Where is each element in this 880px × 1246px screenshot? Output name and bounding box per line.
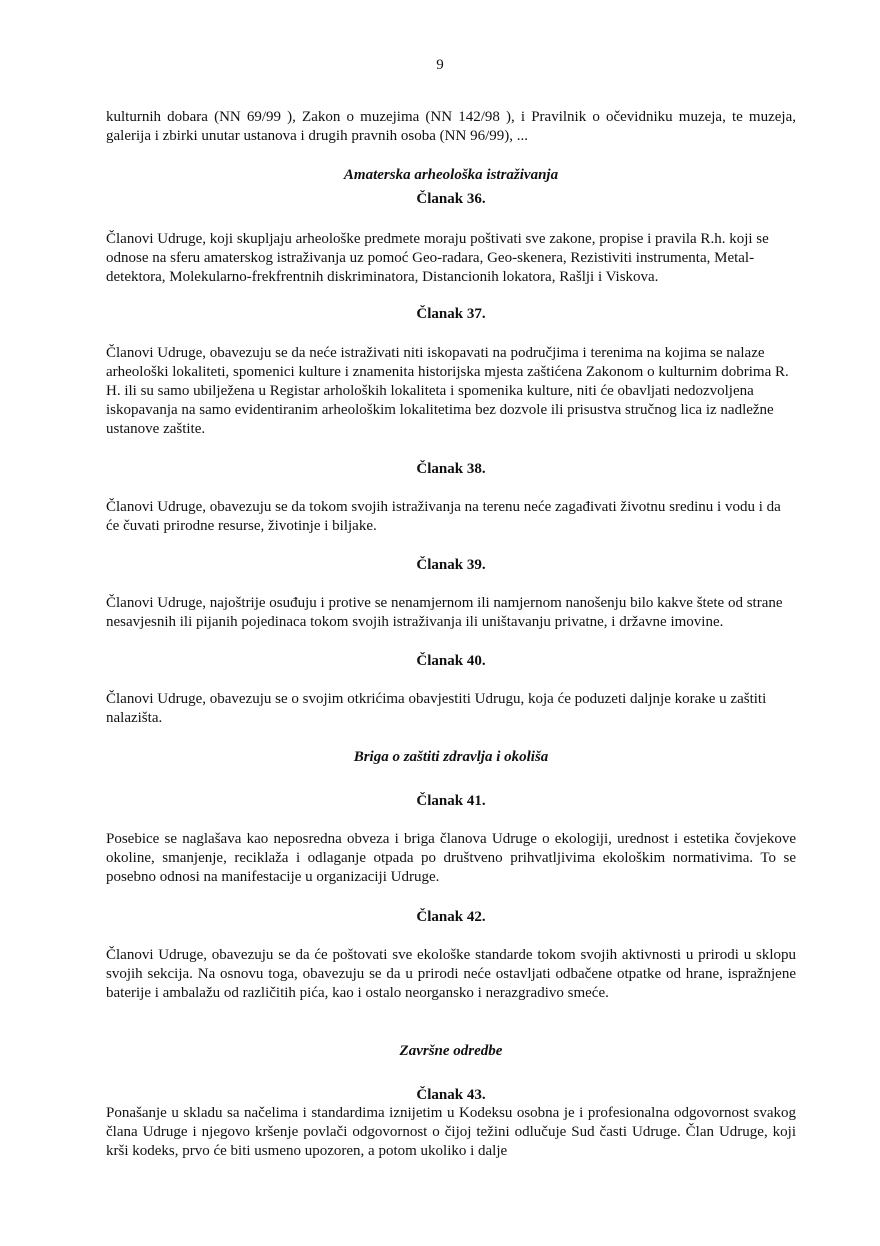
article-heading-43: Članak 43.: [416, 1087, 486, 1103]
article-text-38: Članovi Udruge, obavezuju se da tokom svojih istraživanja na terenu neće zagađivati životnu sredinu i vodu i da će čuvati prirodne resurse, životinje i biljake.: [106, 499, 781, 534]
article-heading-40: Članak 40.: [416, 653, 486, 669]
article-text-39: Članovi Udruge, najoštrije osuđuju i protive se nenamjernom ili namjernom nanošenju bilo kakve štete od strane nesavjesnih ili pijanih pojedinaca tokom svojih istraživanja ili uništavanju privatne, i državne imovine.: [106, 595, 783, 630]
article-heading-37: Članak 37.: [416, 306, 486, 322]
article-heading-41: Članak 41.: [416, 793, 486, 809]
article-text-42: Članovi Udruge, obavezuju se da će poštovati sve ekološke standarde tokom svojih aktivnosti u prirodi u sklopu svojih sekcija. Na osnovu toga, obavezuju se da u prirodi neće ostavljati odbačene otpatke od hrane, ispražnjene baterije i ambalažu od različitih pića, kao i ostalo neorgansko i nerazgradivo smeće.: [106, 947, 796, 1001]
article-heading-36: Članak 36.: [416, 191, 486, 207]
section-heading-zavrsne: Završne odredbe: [399, 1043, 503, 1059]
article-heading-42: Članak 42.: [416, 909, 486, 925]
article-text-43: Ponašanje u skladu sa načelima i standardima iznijetim u Kodeksu osobna je i profesionalna odgovornost svakog člana Udruge i njegovo kršenje povlači odgovornost o čijoj težini odlučuje Sud časti Udruge. Član Udruge, koji krši kodeks, prvo će biti usmeno upozoren, a potom ukoliko i dalje: [106, 1105, 796, 1159]
article-text-41: Posebice se naglašava kao neposredna obveza i briga članova Udruge o ekologiji, urednost i estetika čovjekove okoline, smanjenje, reciklaža i odlaganje otpada po društveno prihvatljivima ekološkim normativima. To se posebno odnosi na manifestacije u organizaciji Udruge.: [106, 831, 796, 885]
intro-paragraph: kulturnih dobara (NN 69/99 ), Zakon o muzejima (NN 142/98 ), i Pravilnik o očevidniku muzeja, te muzeja, galerija i zbirki unutar ustanova i drugih pravnih osoba (NN 96/99), ...: [106, 109, 796, 144]
page-number: 9: [436, 57, 444, 73]
article-text-40: Članovi Udruge, obavezuju se o svojim otkrićima obavjestiti Udrugu, koja će poduzeti daljnje korake u zaštiti nalazišta.: [106, 691, 767, 726]
article-text-37: Članovi Udruge, obavezuju se da neće istraživati niti iskopavati na područjima i terenima na kojima se nalaze arheološki lokaliteti, spomenici kulture i znamenita historijska mjesta zaštićena Zakonom o kulturnim dobrima R. H. ili su samo ubilježena u Registar arholoških lokaliteta i spomenika kulture, niti će obavljati nedozvoljena iskopavanja na samo evidentiranim arheološkim lokalitetima bez dozvole ili prisustva stručnog lica iz nadležne ustanove zaštite.: [106, 345, 789, 437]
article-text-36: Članovi Udruge, koji skupljaju arheološke predmete moraju poštivati sve zakone, propise i pravila R.h. koji se odnose na sferu amaterskog istraživanja uz pomoć Geo-radara, Geo-skenera, Rezistiviti instrumenta, Metal-detektora, Molekularno-frekfrentnih diskriminatora, Distancionih lokatora, Rašlji i Viskova.: [106, 231, 769, 285]
article-heading-38: Članak 38.: [416, 461, 486, 477]
article-heading-39: Članak 39.: [416, 557, 486, 573]
section-heading-amaterska: Amaterska arheološka istraživanja: [343, 167, 559, 183]
section-heading-briga: Briga o zaštiti zdravlja i okoliša: [353, 749, 549, 765]
